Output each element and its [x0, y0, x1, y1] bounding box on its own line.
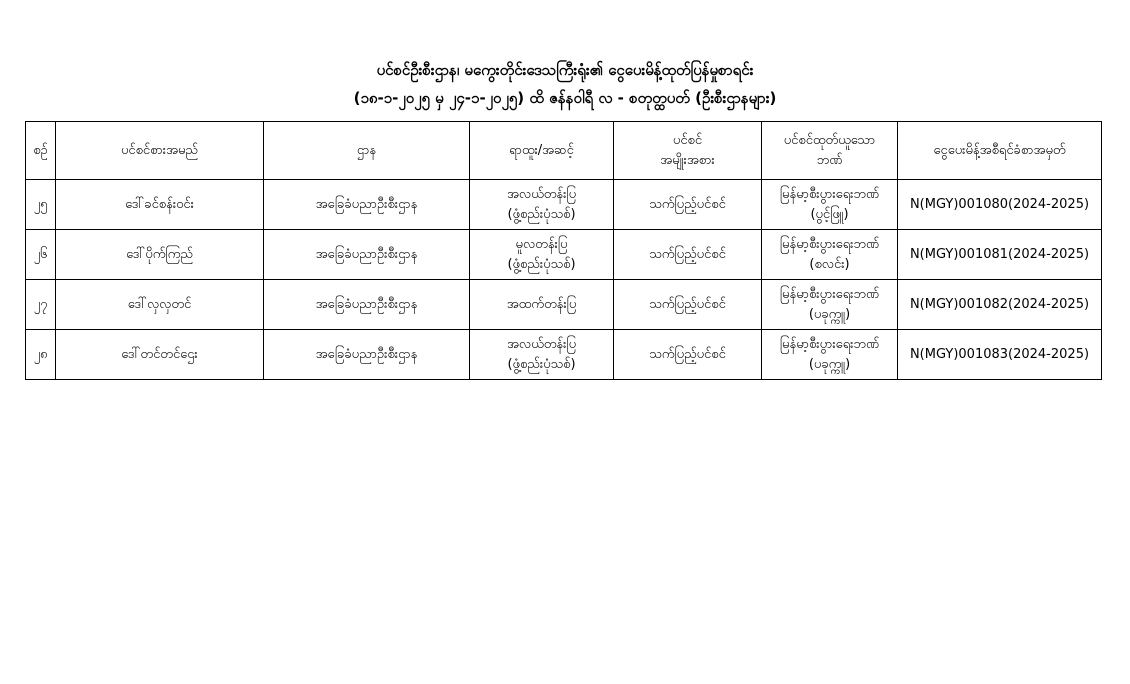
cell-bank-line1: မြန်မာ့စီးပွားရေးဘဏ်: [779, 336, 880, 352]
cell-bank-line2: (ပွင့်ဖြူ): [810, 206, 849, 222]
table-row: [26, 230, 1102, 280]
cell-position-line1: အလယ်တန်းပြ: [506, 336, 577, 352]
pension-order-table: [25, 121, 1102, 380]
cell-order-no: N(MGY)001083(2024-2025): [898, 330, 1102, 380]
header-order-no: ငွေပေးမိန့်အစီရင်ခံစာအမှတ်: [898, 122, 1102, 180]
header-bank: [762, 122, 898, 180]
cell-pension-type: သက်ပြည့်ပင်စင်: [614, 330, 762, 380]
header-department: ဌာန: [264, 122, 470, 180]
header-no: စဉ်: [26, 122, 56, 180]
cell-position-line2: (ဖွံ့စည်းပုံသစ်): [507, 206, 576, 222]
header-name: ပင်စင်စားအမည်: [56, 122, 264, 180]
header-pension-type-line2: အမျိုးအစား: [660, 152, 715, 168]
cell-name: ဒေါ်ပိုက်ကြည်: [56, 230, 264, 280]
cell-bank-line2: (စလင်း): [809, 256, 850, 272]
cell-department: အခြေခံပညာဦးစီးဌာန: [264, 180, 470, 230]
cell-order-no: N(MGY)001082(2024-2025): [898, 280, 1102, 330]
cell-bank: [762, 230, 898, 280]
header-position: ရာထူး/အဆင့်: [470, 122, 614, 180]
table-row: [26, 330, 1102, 380]
cell-bank-line1: မြန်မာ့စီးပွားရေးဘဏ်: [779, 186, 880, 202]
table-row: [26, 180, 1102, 230]
cell-bank-line2: (ပခုက္ကူ): [808, 306, 851, 322]
cell-no: ၂၈: [26, 330, 56, 380]
title-line-1: ပင်စင်ဦးစီးဌာန၊ မကွေးတိုင်းဒေသကြီးရုံး၏ ငွေပေးမိန့်ထုတ်ပြန်မှုစာရင်း: [376, 61, 754, 79]
cell-department: အခြေခံပညာဦးစီးဌာန: [264, 280, 470, 330]
cell-bank: [762, 180, 898, 230]
cell-name: ဒေါ်လှလှတင်: [56, 280, 264, 330]
cell-bank-line1: မြန်မာ့စီးပွားရေးဘဏ်: [779, 286, 880, 302]
cell-position: [470, 180, 614, 230]
cell-bank-line2: (ပခုက္ကူ): [808, 356, 851, 372]
cell-position: [470, 330, 614, 380]
cell-no: ၂၅: [26, 180, 56, 230]
cell-position: အထက်တန်းပြ: [470, 280, 614, 330]
cell-order-no: N(MGY)001081(2024-2025): [898, 230, 1102, 280]
header-pension-type-line1: ပင်စင်: [672, 132, 703, 148]
header-pension-type: [614, 122, 762, 180]
cell-name: ဒေါ်ခင်စန်းဝင်း: [56, 180, 264, 230]
cell-department: အခြေခံပညာဦးစီးဌာန: [264, 330, 470, 380]
cell-position-line2: (ဖွံ့စည်းပုံသစ်): [507, 356, 576, 372]
cell-bank: [762, 330, 898, 380]
cell-department: အခြေခံပညာဦးစီးဌာန: [264, 230, 470, 280]
cell-position-line1: မူလတန်းပြ: [515, 236, 568, 252]
cell-order-no: N(MGY)001080(2024-2025): [898, 180, 1102, 230]
cell-position: [470, 230, 614, 280]
header-bank-line1: ပင်စင်ထုတ်ယူသော: [783, 132, 876, 148]
cell-no: ၂၇: [26, 280, 56, 330]
cell-bank: [762, 280, 898, 330]
cell-position-line2: (ဖွံ့စည်းပုံသစ်): [507, 256, 576, 272]
table-row: [26, 280, 1102, 330]
cell-no: ၂၆: [26, 230, 56, 280]
cell-pension-type: သက်ပြည့်ပင်စင်: [614, 230, 762, 280]
cell-pension-type: သက်ပြည့်ပင်စင်: [614, 180, 762, 230]
cell-name: ဒေါ်တင်တင်ဌေး: [56, 330, 264, 380]
table-header-row: [26, 122, 1102, 180]
cell-position-line1: အလယ်တန်းပြ: [506, 186, 577, 202]
header-bank-line2: ဘဏ်: [816, 152, 843, 168]
title-line-2: (၁၈-၁-၂၀၂၅ မှ ၂၄-၁-၂၀၂၅) ထိ ဇန်နဝါရီ လ - စတုတ္ထပတ် (ဦးစီးဌာနများ): [353, 89, 777, 107]
cell-bank-line1: မြန်မာ့စီးပွားရေးဘဏ်: [779, 236, 880, 252]
cell-pension-type: သက်ပြည့်ပင်စင်: [614, 280, 762, 330]
document-title: [0, 56, 1130, 112]
